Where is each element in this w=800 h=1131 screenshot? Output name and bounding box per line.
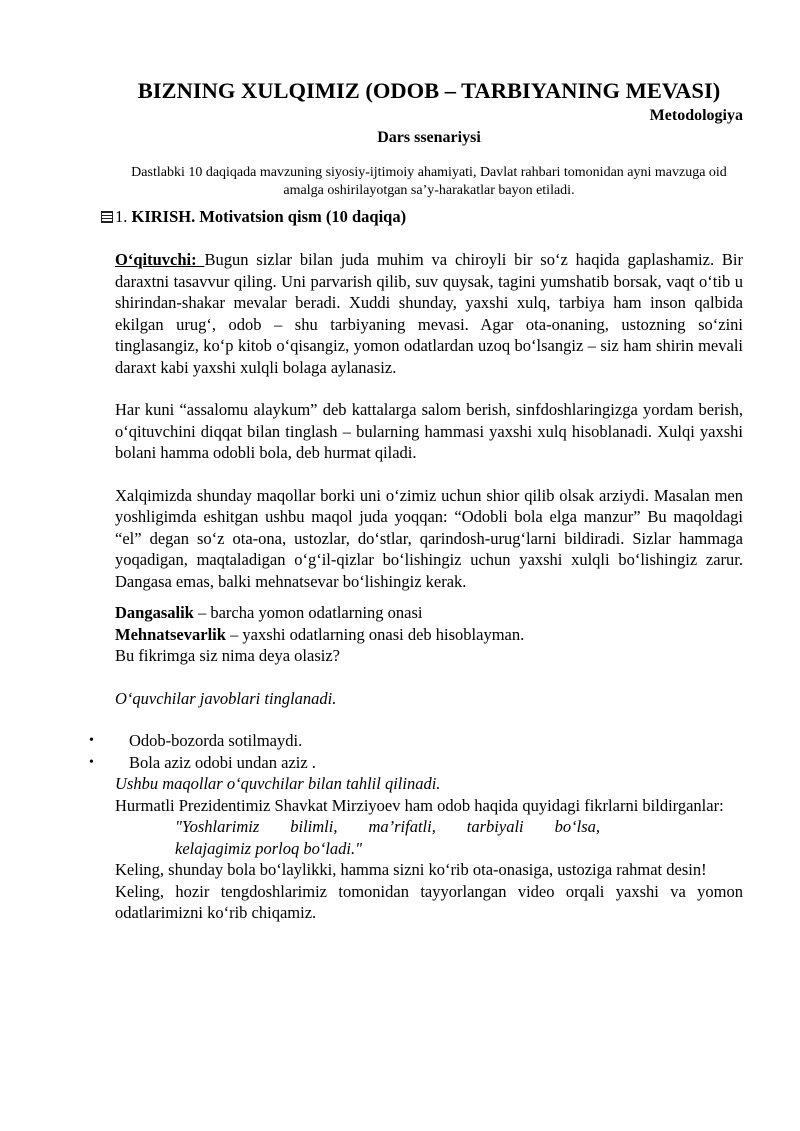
paragraph-2: Har kuni “assalomu alaykum” deb kattalarga salom berish, sinfdoshlaringizga yordam berish, o‘qituvchini diqqat bilan tinglash – bularning hammasi yaxshi xulq hisoblanadi. Xulqi yaxshi bolani hamma odobli bola, deb hurmat qiladi.	[115, 400, 743, 462]
president-quote	[115, 816, 743, 859]
quote-word: ma’rifatli,	[368, 817, 436, 836]
bullet-icon: •	[89, 754, 94, 770]
paragraph-1: Bugun sizlar bilan juda muhim va chiroyli bir so‘z haqida gaplashamiz. Bir daraxtni tasavvur qiling. Uni parvarish qilib, suv quysak, tagini yumshatib borsak, vaqt o‘tib u shirindan-shakar mevalar beradi. Xuddi shunday, yaxshi xulq, tarbiya ham inson qalbida ekilgan urug‘, odob – shu tarbiyaning mevasi. Agar ota-onaning, ustozning so‘zini tinglasangiz, ko‘p kitob o‘qisangiz, yomon odatlardan uzoq bo‘lsangiz – siz ham shirin mevali daraxt kabi yaxshi xulqli bolaga aylanasiz.	[115, 250, 743, 377]
diligence-term: Mehnatsevarlik	[115, 624, 226, 644]
laziness-term: Dangasalik	[115, 603, 194, 622]
paragraph-3: Xalqimizda shunday maqollar borki uni o‘zimiz uchun shior qilib olsak arziydi. Masalan men yoshligimda eshitgan ushbu maqol juda yoqqan: “Odobli bola elga manzur” Bu maqoldagi “el” degan so‘z ota-ona, ustozlar, do‘stlar, qarindosh-urug‘larni bildiradi. Sizlar hammaga yoqadigan, maqtaladigan o‘g‘il-qizlar bo‘lishingiz uchun yaxshi xulqli bo‘lishingiz zarur. Dangasa emas, balki mehnatsevar bo‘lishingiz kerak.	[115, 485, 743, 591]
paragraph-5: Keling, hozir tengdoshlarimiz tomonidan tayyorlangan video orqali yaxshi va yomon odatlarimizni ko‘rib chiqamiz.	[115, 881, 743, 922]
teacher-paragraph	[115, 249, 743, 378]
teacher-label: O‘qituvchi:	[115, 250, 205, 269]
diligence-definition: – yaxshi odatlarning onasi deb hisoblayman.	[225, 624, 525, 644]
laziness-definition: – barcha yomon odatlarning onasi	[193, 603, 423, 622]
president-paragraph: Hurmatli Prezidentimiz Shavkat Mirziyoev ham odob haqida quyidagi fikrlarni bildirganlar:	[115, 795, 724, 815]
quote-line-2: kelajagimiz porloq bo‘ladi."	[175, 838, 363, 858]
quote-word: tarbiyali	[466, 817, 524, 836]
list-box-icon	[101, 211, 113, 223]
proverbs-list	[89, 730, 743, 773]
lesson-scenario-label: Dars ssenariysi	[377, 129, 481, 146]
proverb-2: Bola aziz odobi undan aziz .	[129, 752, 316, 772]
list-item	[89, 752, 743, 774]
question-line: Bu fikrimga siz nima deya olasiz?	[115, 646, 340, 665]
quote-word: bo‘lsa,	[554, 817, 600, 836]
paragraph-4: Keling, shunday bola bo‘laylikki, hamma sizni ko‘rib ota-onasiga, ustoziga rahmat desin!	[115, 860, 707, 879]
section-number: 1.	[115, 207, 128, 226]
bullet-icon: •	[89, 733, 94, 748]
laziness-line	[115, 602, 743, 624]
analysis-note: Ushbu maqollar o‘quvchilar bilan tahlil qilinadi.	[115, 774, 441, 793]
quote-word: "Yoshlarimiz	[175, 817, 260, 836]
methodology-label: Metodologiya	[649, 107, 743, 124]
document-title: BIZNING XULQIMIZ (ODOB – TARBIYANING MEVASI)	[137, 78, 721, 103]
students-answers-note: O‘quvchilar javoblari tinglanadi.	[115, 688, 337, 708]
intro-text: Dastlabki 10 daqiqada mavzuning siyosiy-ijtimoiy ahamiyati, Davlat rahbari tomonidan ayni mavzuga oid amalga oshirilayotgan sa’y-harakatlar bayon etiladi.	[131, 165, 727, 198]
list-item	[89, 730, 743, 752]
quote-word: bilimli,	[290, 817, 338, 836]
diligence-line	[115, 624, 743, 646]
section-title: KIRISH. Motivatsion qism (10 daqiqa)	[131, 207, 407, 226]
proverb-1: Odob-bozorda sotilmaydi.	[129, 731, 303, 750]
section-heading	[115, 206, 743, 228]
document-page	[89, 78, 743, 924]
